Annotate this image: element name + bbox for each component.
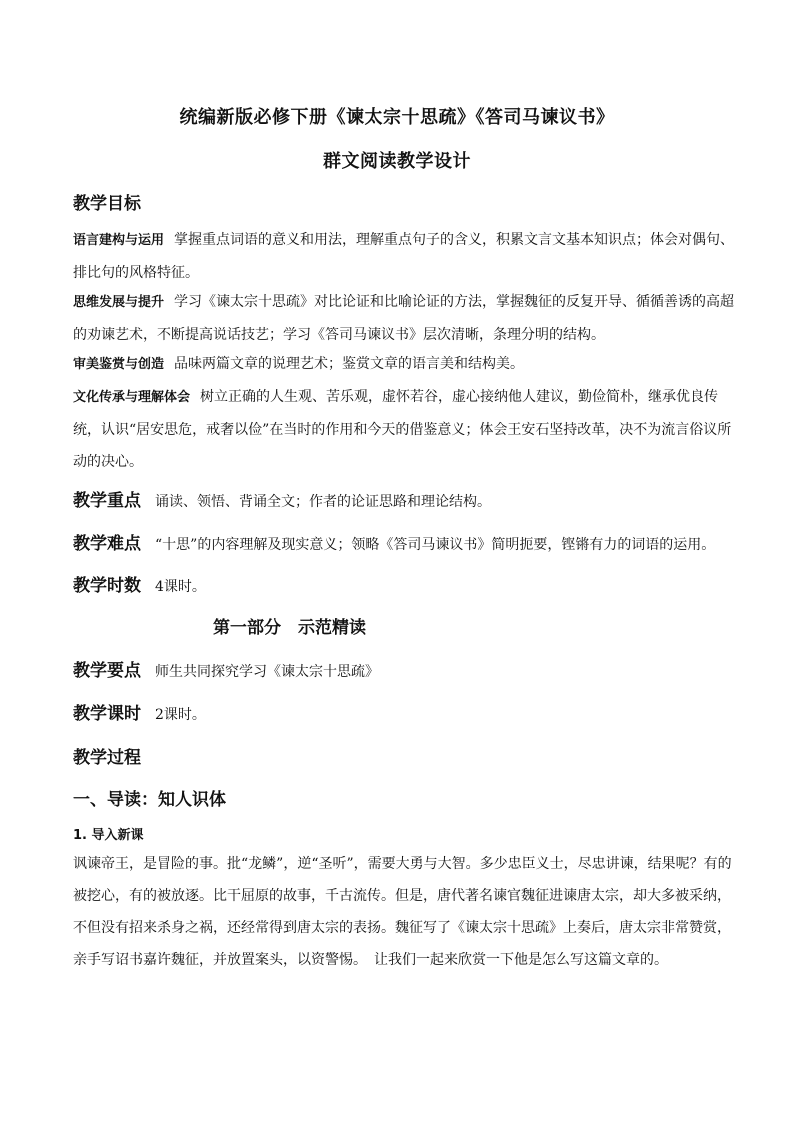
intro-paragraph: 讽谏帝王，是冒险的事。批“龙鳞”，逆“圣听”，需要大勇与大智。多少忠臣义士，尽忠讲谏，结果呢？有的被挖心，有的被放逐。比干屈原的故事，千古流传。但是，唐代著名谏官魏征进谏唐太宗，却大多被采纳，不但没有招来杀身之祸，还经常得到唐太宗的表扬。魏征写了《谏太宗十思疏》上奏后，唐太宗非常赞赏，亲手写诏书嘉许魏征，并放置案头，以资警惕。 让我们一起来欣赏一下他是怎么写这篇文章的。 [73,856,732,968]
goal-text: 掌握重点词语的意义和用法，理解重点句子的含义，积累文言文基本知识点；体会对偶句、排比句的风格特征。 [73,232,735,281]
essentials-text: 师生共同探究学习《谏太宗十思疏》 [155,664,379,680]
lesson-hours-label: 教学课时 [73,704,141,724]
goal-language [73,224,741,289]
key-points [73,486,491,511]
difficulties-text: “十思”的内容理解及现实意义；领略《答司马谏议书》简明扼要，铿锵有力的词语的运用。 [155,537,716,553]
teaching-hours-text: 4课时。 [155,579,206,595]
process-heading: 教学过程 [73,748,141,768]
lesson-hours-text: 2课时。 [155,707,206,723]
difficulties-label: 教学难点 [73,534,141,554]
essentials [73,656,379,681]
key-points-text: 诵读、领悟、背诵全文；作者的论证思路和理论结构。 [155,494,491,510]
difficulties [73,529,715,554]
goal-label: 审美鉴赏与创造 [73,357,165,372]
teaching-hours-label: 教学时数 [73,576,141,596]
goal-label: 语言建构与运用 [73,233,165,248]
lesson-hours [73,699,206,724]
teaching-hours [73,571,206,596]
part-title: 第一部分 示范精读 [213,618,366,638]
goal-culture [73,381,741,478]
section-heading: 一、导读：知人识体 [73,790,226,810]
goal-aesthetics [73,348,741,381]
goal-text: 学习《谏太宗十思疏》对比论证和比喻论证的方法，掌握魏征的反复开导、循循善诱的高超的劝谏艺术，不断提高说话技艺；学习《答司马谏议书》层次清晰，条理分明的结构。 [73,294,735,343]
document-title: 统编新版必修下册《谏太宗十思疏》《答司马谏议书》 [179,107,615,128]
goal-text: 品味两篇文章的说理艺术；鉴赏文章的语言美和结构美。 [174,356,525,372]
goals-heading: 教学目标 [73,194,141,214]
document-subtitle: 群文阅读教学设计 [323,151,471,172]
subsection-heading: 1. 导入新课 [73,828,144,843]
essentials-label: 教学要点 [73,661,141,681]
key-points-label: 教学重点 [73,491,141,511]
goal-label: 文化传承与理解体会 [73,390,191,405]
goal-thinking [73,286,741,351]
goal-label: 思维发展与提升 [73,295,165,310]
goal-text: 树立正确的人生观、苦乐观，虚怀若谷，虚心接纳他人建议，勤俭简朴，继承优良传统，认识“居安思危，戒奢以俭”在当时的作用和今天的借鉴意义；体会王安石坚持改革，决不为流言俗议所动的决心。 [73,389,732,470]
